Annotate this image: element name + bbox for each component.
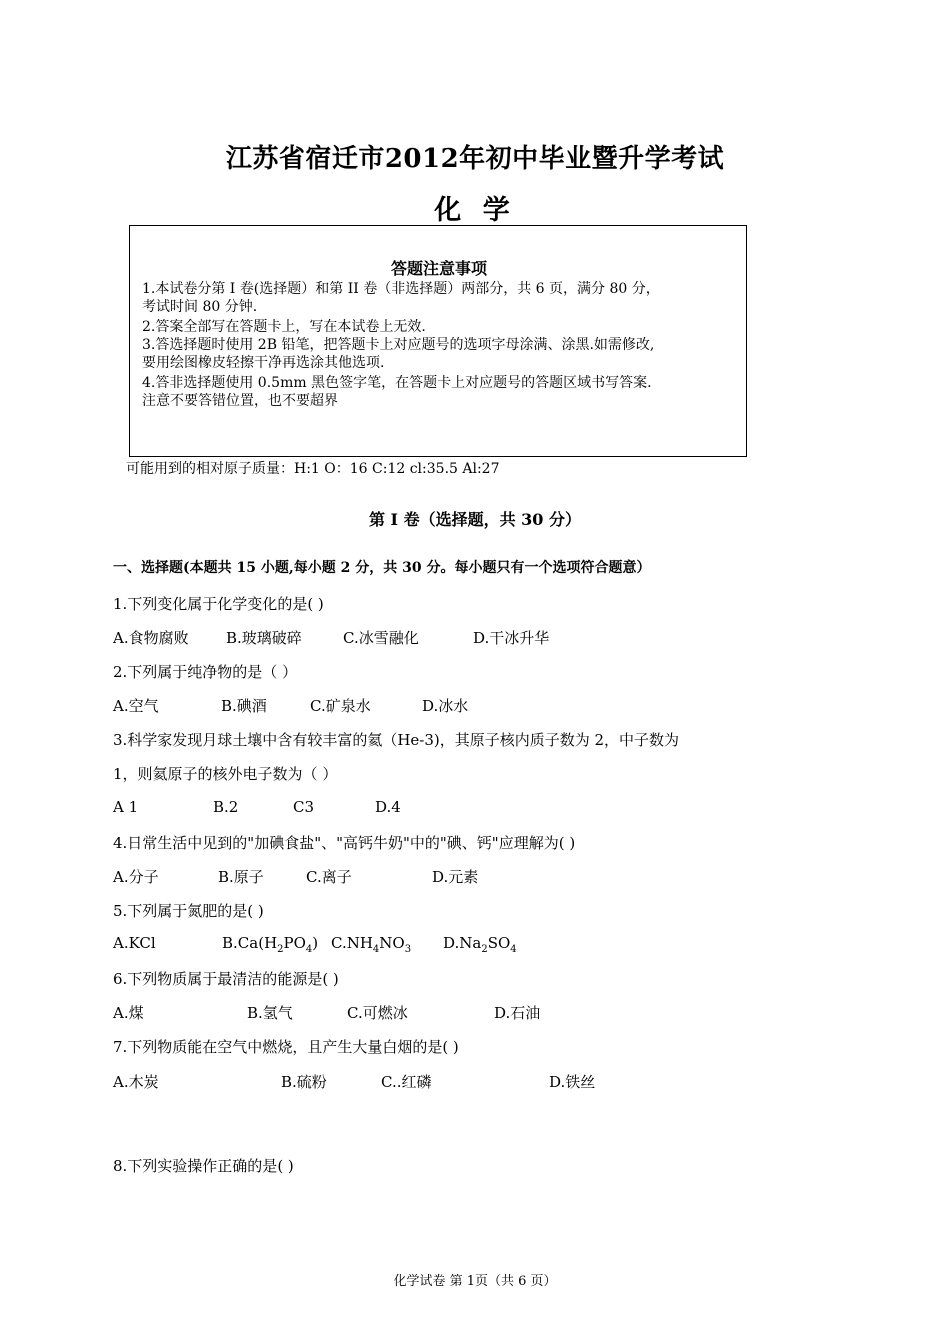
- question-stem: 2.下列属于纯净物的是（ ）: [113, 663, 298, 681]
- option-formula: $C.NH_4NO_3$: [331, 934, 412, 955]
- option-formula: $B.Ca(H_2PO_4)$: [222, 934, 319, 955]
- option: C.可燃冰: [347, 1004, 408, 1022]
- exam-title: 江苏省宿迁市2012年初中毕业暨升学考试: [225, 144, 725, 174]
- notice-line: 1.本试卷分第 I 卷(选择题）和第 II 卷（非选择题）两部分，共 6 页，满分 80 分，: [142, 281, 660, 297]
- question-stem: 8.下列实验操作正确的是( ): [113, 1157, 294, 1175]
- notice-line: 要用绘图橡皮轻擦干净再选涂其他选项.: [142, 355, 385, 371]
- option: C..红磷: [381, 1073, 432, 1091]
- subject-title: 化 学: [434, 195, 516, 226]
- option: C.冰雪融化: [343, 629, 419, 647]
- option: B.氢气: [247, 1004, 293, 1022]
- option: B.碘酒: [221, 697, 267, 715]
- notice-line: 考试时间 80 分钟.: [142, 299, 258, 315]
- option: B.2: [213, 798, 239, 816]
- option: A.木炭: [113, 1073, 159, 1091]
- option: D.石油: [494, 1004, 541, 1022]
- notice-box: [129, 225, 747, 457]
- option: B.硫粉: [281, 1073, 327, 1091]
- page-footer: 化学试卷 第 1页（共 6 页）: [393, 1274, 557, 1289]
- part-title: 一、选择题(本题共 15 小题,每小题 2 分，共 30 分。每小题只有一个选项符合题意）: [113, 560, 651, 576]
- question-stem: 1.下列变化属于化学变化的是( ): [113, 595, 324, 613]
- question-stem-continued: 1，则氦原子的核外电子数为（ ）: [113, 765, 338, 783]
- option: D.冰水: [422, 697, 469, 715]
- question-stem: 4.日常生活中见到的"加碘食盐"、"高钙牛奶"中的"碘、钙"应理解为( ): [113, 834, 576, 852]
- option: B.原子: [218, 868, 264, 886]
- option: D.4: [375, 798, 401, 816]
- option: D.干冰升华: [473, 629, 550, 647]
- notice-heading: 答题注意事项: [390, 259, 487, 278]
- option: C.离子: [306, 868, 352, 886]
- option: B.玻璃破碎: [226, 629, 302, 647]
- option: A.煤: [113, 1004, 144, 1022]
- section-title: 第 I 卷（选择题，共 30 分）: [368, 510, 582, 529]
- option: A.分子: [113, 868, 159, 886]
- option-formula: $D.Na_2SO_4$: [443, 934, 517, 955]
- option: A.空气: [113, 697, 159, 715]
- option: A.食物腐败: [113, 629, 189, 647]
- option: D.元素: [432, 868, 479, 886]
- option: C3: [293, 798, 315, 816]
- atomic-masses: 可能用到的相对原子质量：H:1 O：16 C:12 cl:35.5 Al:27: [126, 461, 500, 477]
- question-stem: 3.科学家发现月球土壤中含有较丰富的氦（He-3)，其原子核内质子数为 2，中子数为: [113, 731, 680, 749]
- option: C.矿泉水: [310, 697, 371, 715]
- notice-line: 3.答选择题时使用 2B 铅笔，把答题卡上对应题号的选项字母涂满、涂黑.如需修改,: [142, 337, 655, 353]
- question-stem: 6.下列物质属于最清洁的能源是( ): [113, 970, 339, 988]
- notice-line: 注意不要答错位置，也不要超界: [142, 393, 338, 409]
- option: A 1: [113, 798, 139, 816]
- option: D.铁丝: [549, 1073, 596, 1091]
- notice-line: 2.答案全部写在答题卡上，写在本试卷上无效.: [142, 319, 426, 335]
- question-stem: 7.下列物质能在空气中燃烧，且产生大量白烟的是( ): [113, 1038, 459, 1056]
- notice-line: 4.答非选择题使用 0.5mm 黑色签字笔，在答题卡上对应题号的答题区域书写答案.: [142, 375, 652, 391]
- question-stem: 5.下列属于氮肥的是( ): [113, 902, 264, 920]
- option: A.KCl: [113, 934, 156, 952]
